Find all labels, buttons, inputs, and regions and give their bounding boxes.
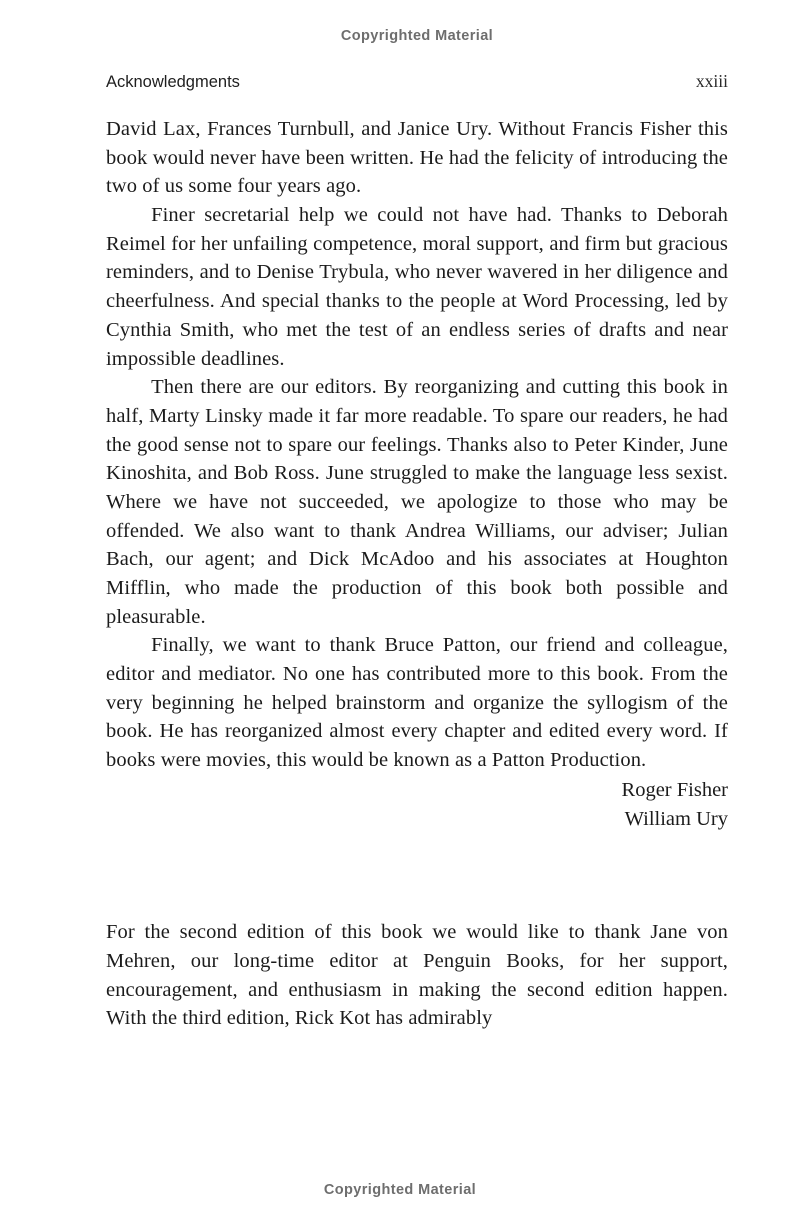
- paragraph: For the second edition of this book we would like to thank Jane von Mehren, our long-time editor at Penguin Books, for her support, encouragement, and enthusiasm in making the second edition happen. With the third edition, Rick Kot has admirably: [106, 921, 728, 1030]
- copyright-notice-top: Copyrighted Material: [340, 28, 494, 44]
- running-head: [106, 71, 728, 92]
- closing-section: [106, 918, 728, 1033]
- paragraph: David Lax, Frances Turnbull, and Janice Ury. Without Francis Fisher this book would never have been written. He had the felicity of introducing the two of us some four years ago.: [106, 118, 728, 198]
- signature-line: William Ury: [624, 807, 728, 830]
- copyright-notice-bottom: Copyrighted Material: [323, 1182, 477, 1198]
- paragraph: Finer secretarial help we could not have had. Thanks to Deborah Reimel for her unfailing competence, moral support, and firm but gracious reminders, and to Denise Trybula, who never wavered in her diligence and cheerfulness. And special thanks to the people at Word Processing, led by Cynthia Smith, who met the test of an endless series of drafts and near impossible deadlines.: [106, 204, 728, 370]
- paragraph: Finally, we want to thank Bruce Patton, our friend and colleague, editor and mediator. No one has contributed more to this book. From the very beginning he helped brainstorm and organize the syllogism of the book. He has reorganized almost every chapter and edited every word. If books were movies, this would be known as a Patton Production.: [106, 634, 728, 772]
- page-number: xxiii: [695, 71, 728, 91]
- chapter-title: Acknowledgments: [106, 73, 240, 91]
- signature-block: [106, 776, 728, 833]
- body-text: [106, 115, 728, 775]
- paragraph: Then there are our editors. By reorganizing and cutting this book in half, Marty Linsky made it far more readable. To spare our readers, he had the good sense not to spare our feelings. Thanks also to Peter Kinder, June Kinoshita, and Bob Ross. June struggled to make the language less sexist. Where we have not succeeded, we apologize to those who may be offended. We also want to thank Andrea Williams, our adviser; Julian Bach, our agent; and Dick McAdoo and his associates at Houghton Mifflin, who made the production of this book both possible and pleasurable.: [106, 376, 728, 628]
- signature-line: Roger Fisher: [621, 778, 728, 801]
